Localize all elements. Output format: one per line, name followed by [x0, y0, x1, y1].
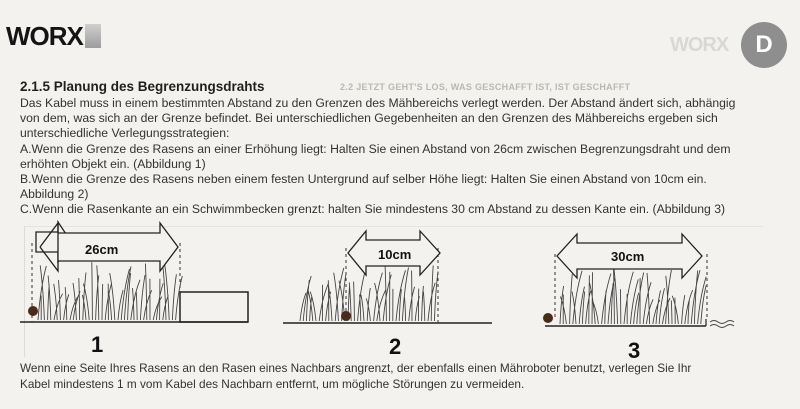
intro-line: von dem, was sich an der Grenze befindet. Bei unterschiedlichen Gegebenheiten an den Grenzen des Mähbereichs ergeben sich — [20, 111, 718, 126]
boundary-wire — [341, 311, 351, 321]
ghost-logo: WORX — [670, 34, 729, 56]
boundary-wire — [28, 306, 38, 316]
footer-note — [20, 360, 760, 392]
footer-line: Kabel mindestens 1 m vom Kabel des Nachbarn entfernt, um mögliche Störungen zu vermeiden. — [20, 377, 525, 391]
strategy-a-cont: erhöhten Objekt ein. (Abbildung 1) — [20, 156, 206, 171]
distance-label: 30cm — [611, 249, 645, 264]
distance-label: 26cm — [85, 242, 119, 257]
strategy-a: A.Wenn die Grenze des Rasens an einer Erhöhung liegt: Halten Sie einen Abstand von 26cm zwischen Begrenzungsdraht und dem — [20, 141, 731, 156]
figure-number-2: 2 — [389, 334, 402, 359]
strategy-b-cont: Abbildung 2) — [20, 187, 89, 202]
figure-number-3: 3 — [628, 338, 641, 363]
intro-line: unterschiedliche Verlegungsstrategien: — [20, 126, 230, 141]
section-badge: D — [741, 22, 787, 68]
intro-line: Das Kabel muss in einem bestimmten Abstand zu den Grenzen des Mähbereichs verlegt werden. Der Abstand ändert sich, abhängig — [20, 96, 736, 110]
footer-line: Wenn eine Seite Ihres Rasens an den Rasen eines Nachbars angrenzt, der ebenfalls einen Mähroboter benutzt, verlegen Sie Ihr — [20, 361, 692, 375]
boundary-wire — [543, 313, 553, 323]
figure-number-1: 1 — [91, 332, 104, 357]
section-title: 2.1.5 Planung des Begrenzungsdrahts — [20, 79, 265, 94]
figure-2 — [283, 231, 492, 323]
distance-label: 10cm — [378, 247, 412, 262]
strategy-b: B.Wenn die Grenze des Rasens neben einem festen Untergrund auf selber Höhe liegt: Halten Sie einen Abstand von 10cm ein. — [20, 172, 707, 187]
figure-3 — [543, 234, 734, 328]
figure-1 — [20, 222, 248, 322]
raised-object — [180, 292, 248, 322]
worx-logo-text: WORX — [6, 21, 83, 51]
bleed-through-text: 2.2 JETZT GEHT'S LOS, WAS GESCHAFFT IST, IST GESCHAFFT — [340, 82, 631, 92]
grass — [300, 264, 438, 321]
strategy-c: C.Wenn die Rasenkante an ein Schwimmbecken grenzt: halten Sie mindestens 30 cm Abstand zu dessen Kante ein. (Abbildung 3) — [20, 202, 726, 217]
pool-water — [710, 321, 734, 328]
